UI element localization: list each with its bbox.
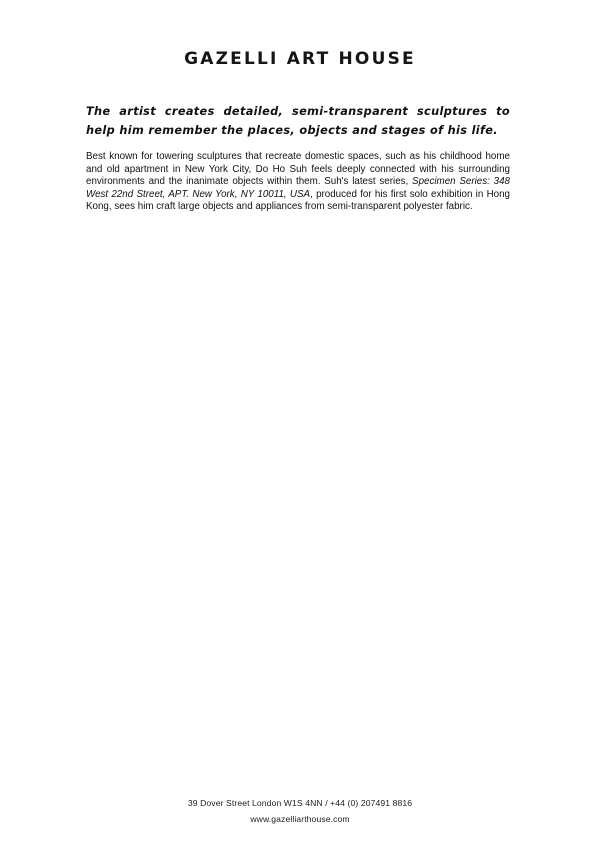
footer-address: 39 Dover Street London W1S 4NN / +44 (0) 207491 8816: [187, 798, 413, 808]
gallery-logo: GAZELLI ART HOUSE: [184, 49, 416, 69]
body-paragraph: [86, 151, 510, 214]
series-title: Specimen Series: 348 West 22nd Street, APT. New York, NY 10011, USA: [86, 176, 510, 200]
footer-website-link[interactable]: www.gazelliarthouse.com: [250, 814, 350, 824]
lead-paragraph: The artist creates detailed, semi-transparent sculptures to help him remember the places, objects and stages of his life.: [86, 105, 510, 137]
body-text-part2: , produced for his first solo exhibition in Hong Kong, sees him craft large objects and appliances from semi-transparent polyester fabric.: [86, 188, 511, 213]
body-text-part1: Best known for towering sculptures that recreate domestic spaces, such as his childhood home and old apartment in New York City, Do Ho Suh feels deeply connected with his surrounding environments and the inanimate objects within them. Suh's latest series,: [86, 151, 510, 188]
